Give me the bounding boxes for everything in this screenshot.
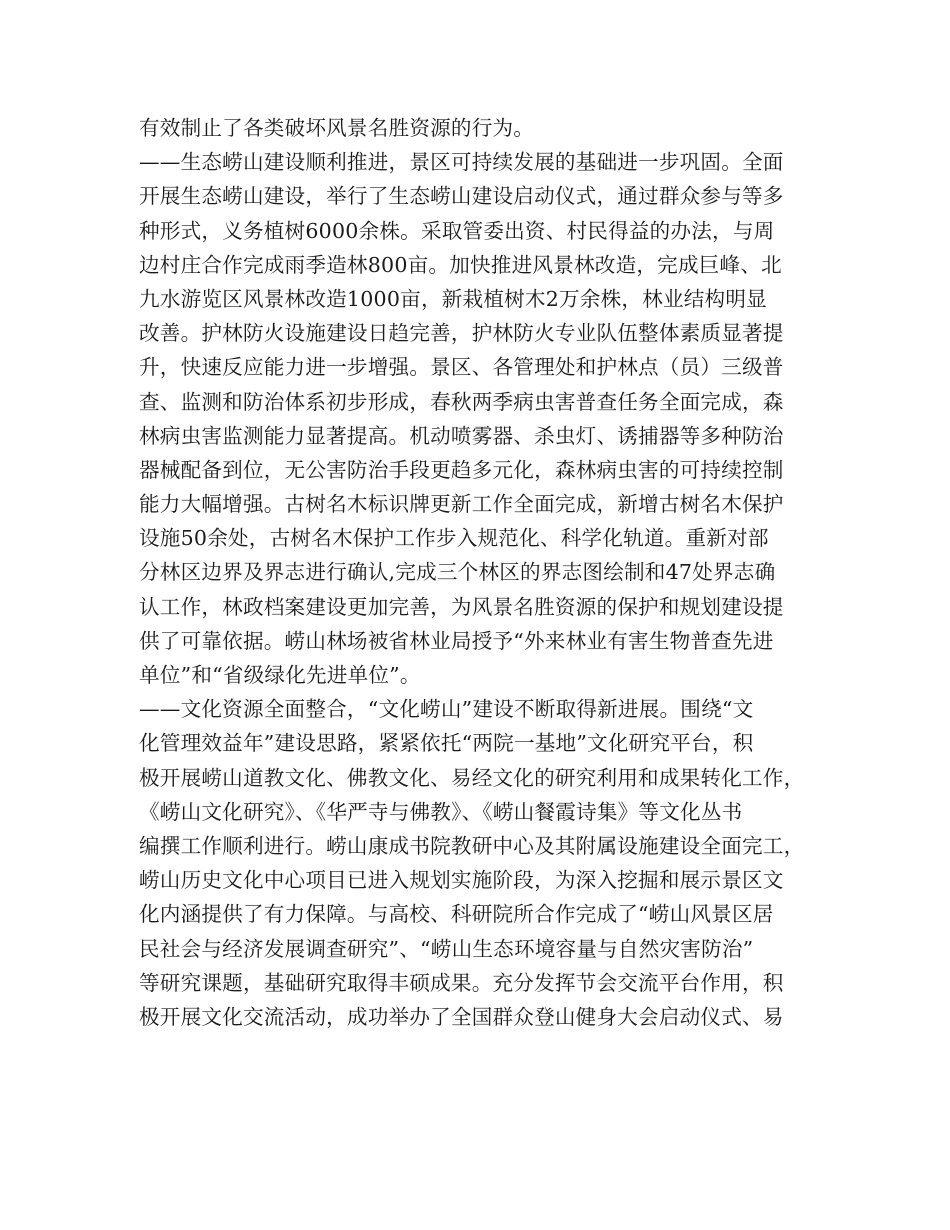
text-line: 崂山历史文化中心项目已进入规划实施阶段，为深入挖掘和展示景区文 [139, 868, 784, 893]
text-line: 极开展崂山道教文化、佛教文化、易经文化的研究利用和成果转化工作， [139, 765, 805, 790]
text-line: 开展生态崂山建设，举行了生态崂山建设启动仪式，通过群众参与等多 [139, 184, 784, 209]
text-line: 林病虫害监测能力显著提高。机动喷雾器、杀虫灯、诱捕器等多种防治 [139, 423, 784, 448]
text-line: 分林区边界及界志进行确认,完成三个林区的界志图绘制和47处界志确 [139, 560, 776, 585]
text-line: 升，快速反应能力进一步增强。景区、各管理处和护林点（员）三级普 [139, 355, 784, 380]
text-line: 认工作，林政档案建设更加完善，为风景名胜资源的保护和规划建设提 [139, 594, 784, 619]
text-line: 《崂山文化研究》、《华严寺与佛教》、《崂山餐霞诗集》等文化丛书 [139, 799, 743, 824]
text-line: 极开展文化交流活动，成功举办了全国群众登山健身大会启动仪式、易 [139, 1004, 784, 1029]
text-line: ——生态崂山建设顺利推进，景区可持续发展的基础进一步巩固。全面 [139, 150, 784, 175]
text-line: 有效制止了各类破坏风景名胜资源的行为。 [139, 116, 535, 140]
text-line: 单位”和“省级绿化先进单位”。 [139, 663, 421, 687]
text-line: 能力大幅增强。古树名木标识牌更新工作全面完成，新增古树名木保护 [139, 492, 784, 517]
text-line: 编撰工作顺利进行。崂山康成书院教研中心及其附属设施建设全面完工， [139, 833, 805, 858]
text-line: 查、监测和防治体系初步形成，春秋两季病虫害普查任务全面完成，森 [139, 389, 784, 414]
text-line: 化内涵提供了有力保障。与高校、科研院所合作完成了“崂山风景区居 [139, 902, 774, 927]
text-line: 种形式，义务植树6000余株。采取管委出资、村民得益的办法，与周 [139, 218, 775, 243]
text-line: 九水游览区风景林改造1000亩，新栽植树木2万余株，林业结构明显 [139, 286, 767, 311]
text-line: 化管理效益年”建设思路，紧紧依托“两院一基地”文化研究平台，积 [139, 731, 754, 756]
text-line: 供了可靠依据。崂山林场被省林业局授予“外来林业有害生物普查先进 [139, 628, 774, 653]
document-body [139, 111, 829, 1034]
text-line: 改善。护林防火设施建设日趋完善，护林防火专业队伍整体素质显著提 [139, 321, 784, 346]
text-line: 民社会与经济发展调查研究”、“崂山生态环境容量与自然灾害防治” [139, 936, 754, 961]
text-line: 设施50余处，古树名木保护工作步入规范化、科学化轨道。重新对部 [139, 526, 769, 551]
text-line: 等研究课题，基础研究取得丰硕成果。充分发挥节会交流平台作用，积 [139, 970, 784, 995]
text-line: 器械配备到位，无公害防治手段更趋多元化，森林病虫害的可持续控制 [139, 457, 784, 482]
text-line: 边村庄合作完成雨季造林800亩。加快推进风景林改造，完成巨峰、北 [139, 252, 782, 277]
text-line: ——文化资源全面整合，“文化崂山”建设不断取得新进展。围绕“文 [139, 697, 754, 722]
